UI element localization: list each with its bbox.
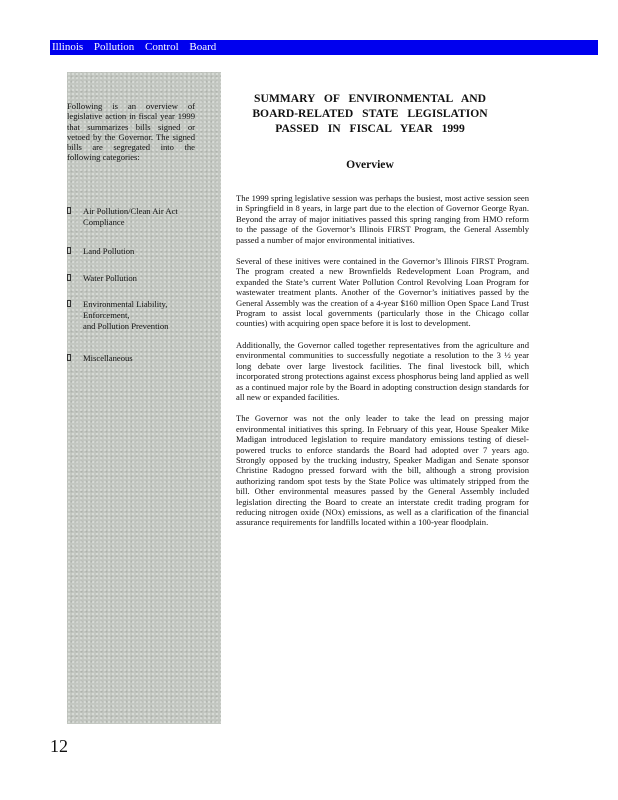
category-item-misc (67, 353, 207, 364)
section-heading: Overview (346, 158, 394, 171)
checkbox-icon (67, 247, 71, 254)
page-title: SUMMARY OF ENVIRONMENTAL AND BOARD-RELATED STATE LEGISLATION PASSED IN FISCAL YEAR 1999 (252, 92, 488, 135)
category-label: Water Pollution (83, 273, 137, 283)
paragraph-4: The Governor was not the only leader to take the lead on pressing major environmental initiatives this spring. In February of this year, House Speaker Mike Madigan introduced legislation to require mandatory emissions testing of diesel-powered trucks to enforce standards the Board had adopted over 7 years ago. Strongly opposed by the trucking industry, Speaker Madigan and Senate sponsor Christine Radogno pressed forward with the bill, although a strong provision authorizing random spot tests by the State Police was ultimately stripped from the bill. Other environmental measures passed by the General Assembly included legislation directing the Board to create an interstate credit trading program for reducing nitrogen oxide (NOx) emissions, as well as a clarification of the financial assurance requirements for landfills located within a 100-year floodplain. (236, 413, 529, 528)
category-item-water (67, 273, 207, 284)
sidebar-intro: Following is an overview of legislative action in fiscal year 1999 that summarizes bills signed or vetoed by the Governor. The signed bills are segregated into the following categories: (67, 101, 195, 163)
body-text (236, 193, 529, 539)
page-number: 12 (50, 736, 68, 756)
category-item-air (67, 206, 207, 228)
paragraph-2: Several of these initives were contained in the Governor’s Illinois FIRST Program. The program created a new Brownfields Redevelopment Loan Program, and expanded the State’s current Water Pollution Control Revolving Loan Program for wastewater treatment plants. Another of the Governor’s initiatives passed by the General Assembly was the creation of a 4-year $160 million Open Space Land Trust Program to assist local governments (particularly those in the Chicago collar counties) with acquiring open space before it is lost to development. (236, 256, 529, 329)
paragraph-1: The 1999 spring legislative session was perhaps the busiest, most active session seen in Springfield in 8 years, in large part due to the election of Governor George Ryan. Beyond the array of major initiatives passed this spring ranging from HMO reform to the passage of the Governor’s Illinois FIRST Program, the General Assembly passed a number of major environmental initiatives. (236, 193, 529, 245)
paragraph-3: Additionally, the Governor called together representatives from the agriculture and environmental communities to successfully negotiate a resolution to the 3 ½ year long debate over large livestock facilities. The final livestock bill, which incorporated strong protections against excess phosphorus being land applied as well as a continued major role by the Board in adopting construction design standards for all new or expanded facilities. (236, 339, 529, 402)
checkbox-icon (67, 354, 71, 361)
header-bar (50, 40, 598, 55)
category-label: Land Pollution (83, 246, 135, 256)
sidebar-panel (67, 72, 221, 724)
checkbox-icon (67, 207, 71, 214)
header-title: Illinois Pollution Control Board (52, 41, 217, 53)
category-item-land (67, 246, 207, 257)
category-label: Environmental Liability, Enforcement, and Pollution Prevention (83, 299, 169, 331)
checkbox-icon (67, 274, 71, 281)
checkbox-icon (67, 300, 71, 307)
category-item-liability (67, 299, 207, 332)
category-label: Miscellaneous (83, 353, 133, 363)
category-label: Air Pollution/Clean Air Act Compliance (83, 206, 178, 227)
